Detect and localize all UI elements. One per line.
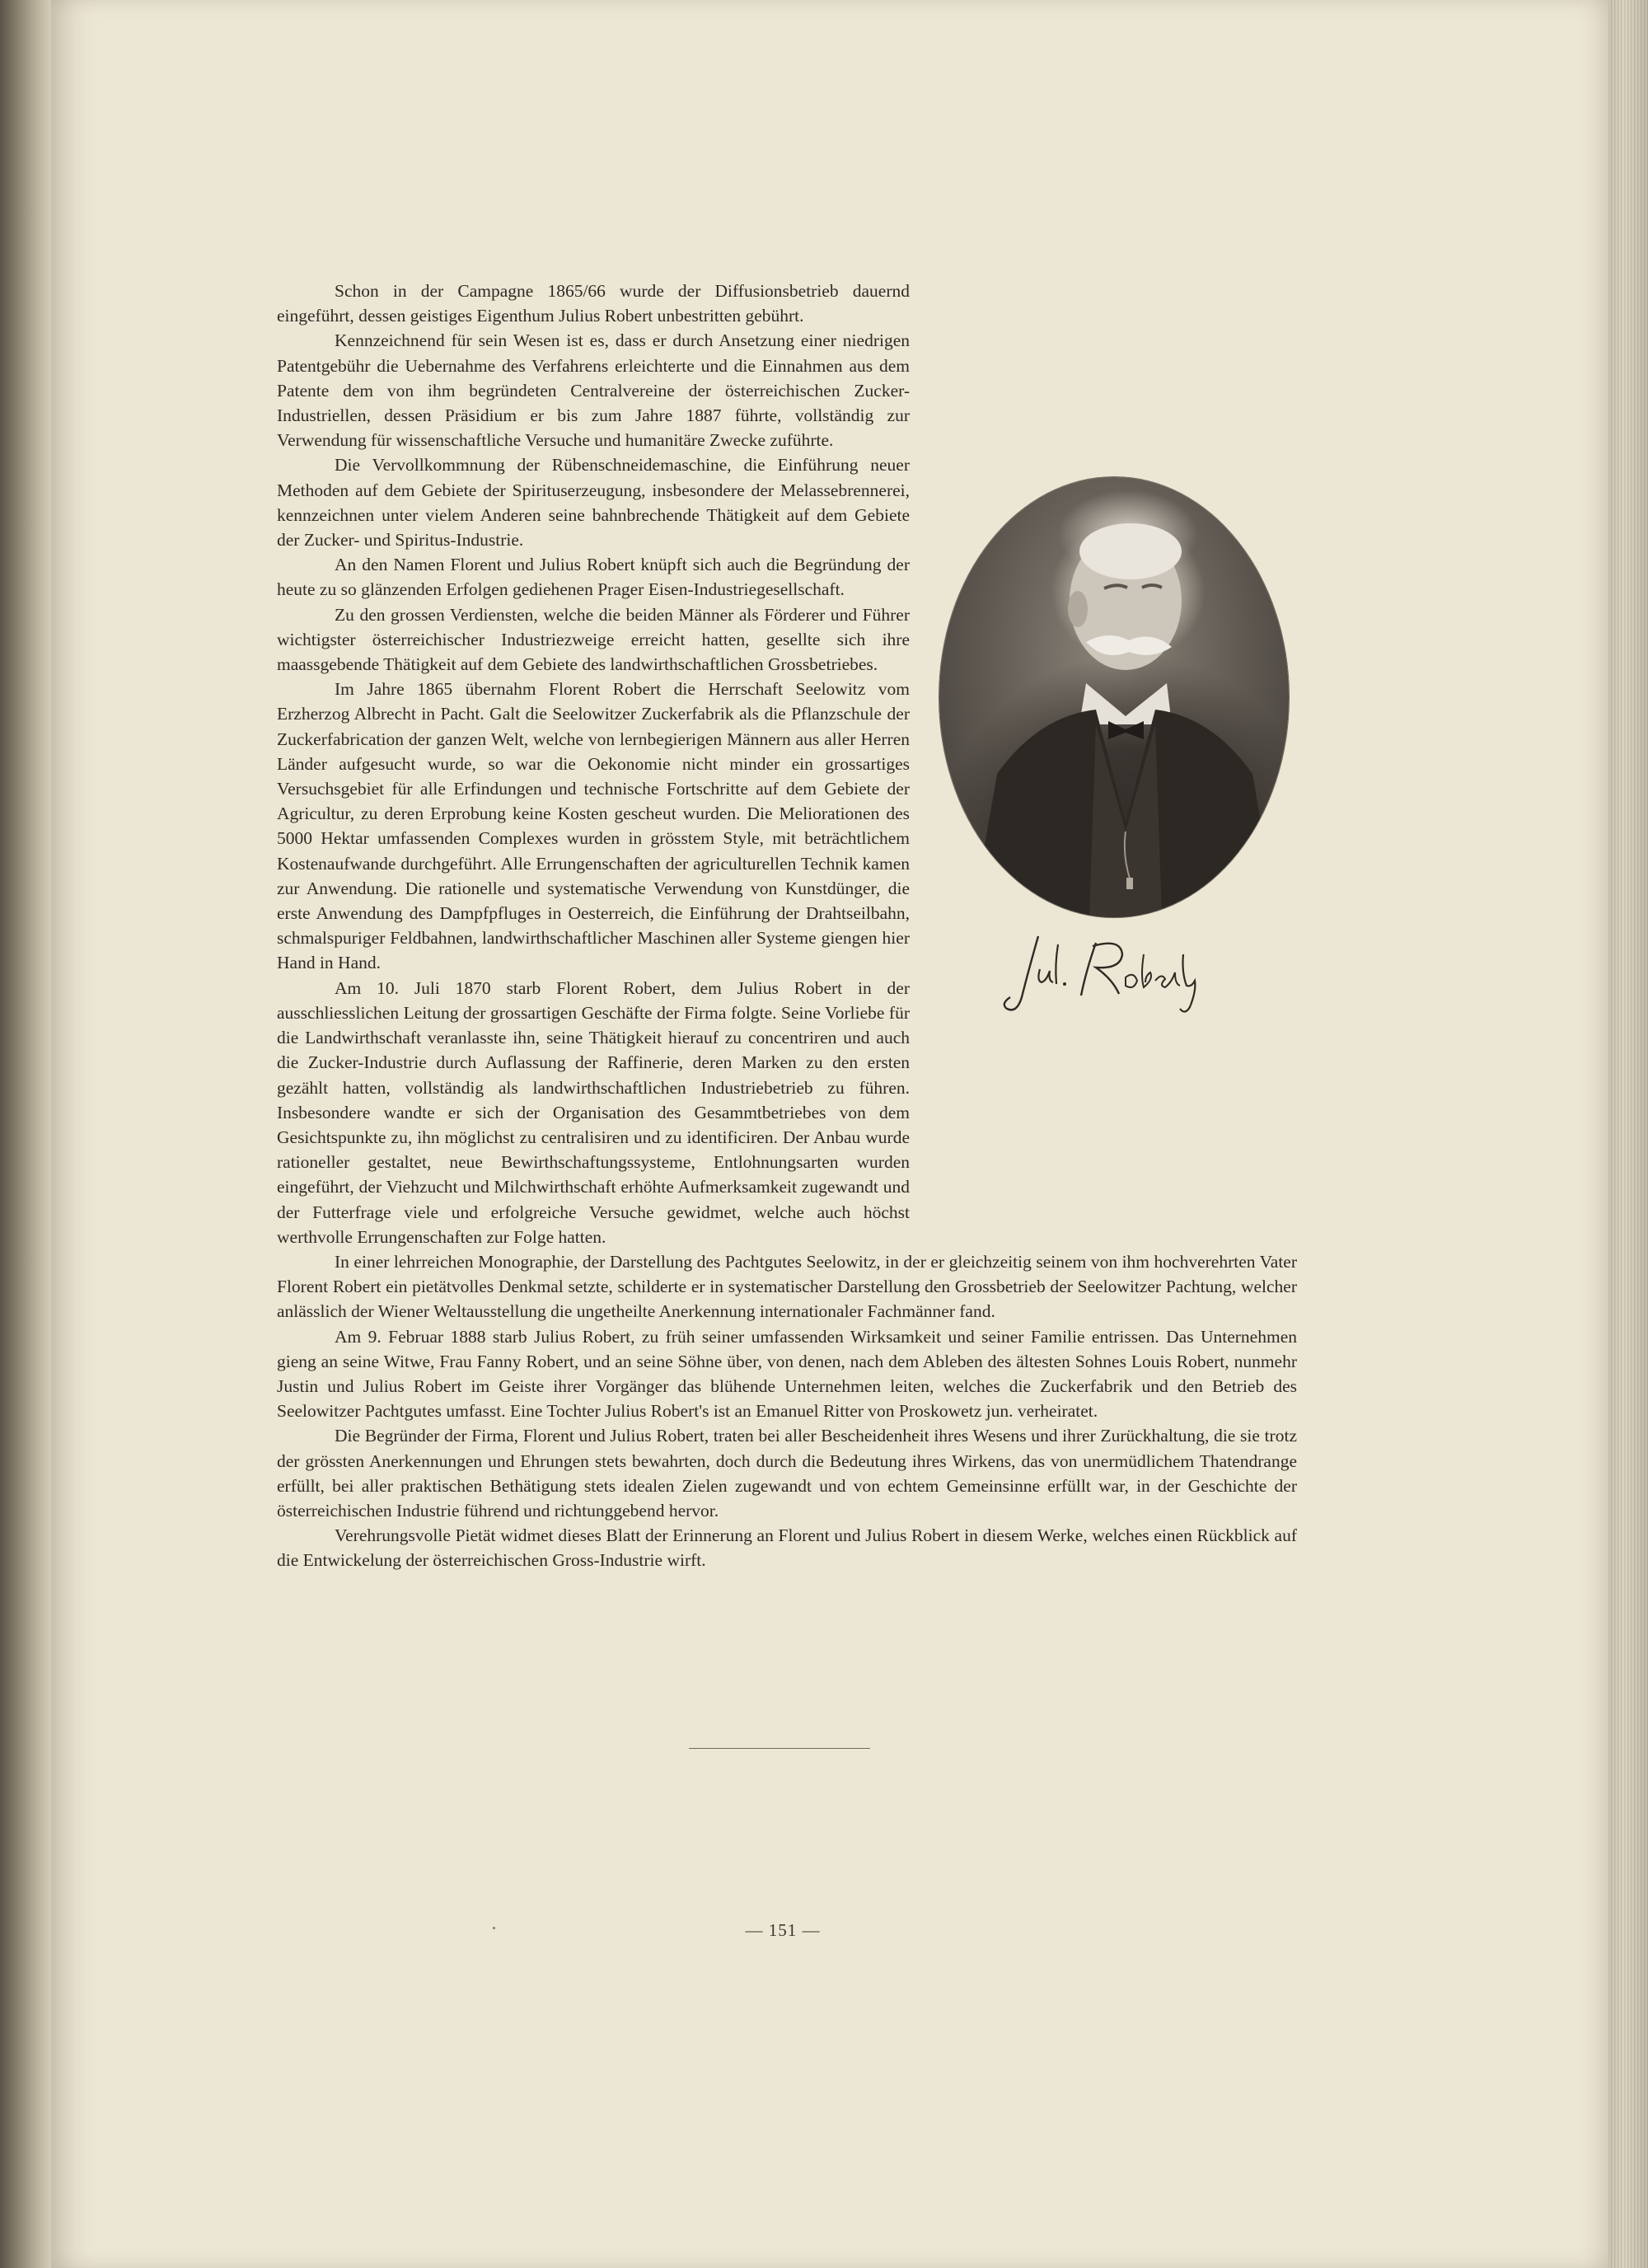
- book-spine-edge: [0, 0, 51, 2268]
- paragraph: In einer lehrreichen Monographie, der Darstellung des Pachtgutes Seelowitz, in der er gleichzeitig seinem von ihm hochverehrten Vater Florent Robert ein pietätvolles Denkmal setzte, schilderte er in systematischer Darstellung den Grossbetrieb der Seelowitzer Pachtung, welcher anlässlich der Wiener Weltausstellung die ungetheilte Anerkennung internationaler Fachmänner fand.: [277, 1251, 1297, 1322]
- paragraph: Die Begründer der Firma, Florent und Julius Robert, traten bei aller Bescheidenheit ihres Wesens und ihrer Zurückhaltung, die sie trotz der grössten Anerkennungen und Ehrungen stets bewahrten, doch durch die Bedeutung ihres Wirkens, das von unermüdlichem Thatendrange erfüllt, bei aller praktischen Bethätigung stets idealen Zielen zugewandt und von echtem Gemeinsinne erfüllt war, in der Geschichte der österreichischen Industrie führend und richtunggebend hervor.: [277, 1426, 1297, 1521]
- ink-speck: [493, 1927, 495, 1929]
- paragraph: Am 9. Februar 1888 starb Julius Robert, zu früh seiner umfassenden Wirksamkeit und seiner Familie entrissen. Das Unternehmen gieng an seine Witwe, Frau Fanny Robert, und an seine Söhne über, von denen, nach dem Ableben des ältesten Sohnes Louis Robert, nunmehr Justin und Julius Robert im Geiste ihrer Vorgänger das blühende Unternehmen leiten, welches die Zuckerfabrik und den Betrieb des Seelowitzer Pachtgutes umfasst. Eine Tochter Julius Robert's ist an Emanuel Ritter von Proskowetz jun. verheiratet.: [277, 1326, 1297, 1422]
- portrait-photo: [939, 477, 1289, 917]
- signature-jul-robert: [989, 921, 1236, 1020]
- paragraph: An den Namen Florent und Julius Robert knüpft sich auch die Begründung der heute zu so glänzenden Erfolgen gediehenen Prager Eisen-Industriegesellschaft.: [277, 555, 910, 600]
- page-number: — 151 —: [745, 1920, 821, 1940]
- paragraph: Am 10. Juli 1870 starb Florent Robert, dem Julius Robert in der ausschliesslichen Leitung der grossartigen Geschäfte der Firma folgte. Seine Vorliebe für die Landwirthschaft veranlasste ihn, seine Thätigkeit hierauf zu concentriren und auch die Zucker-Industrie durch Auflassung der Raffinerie, deren Marken zu den ersten gezählt hatten, vollständig als landwirthschaftlichen Industriebetrieb zu führen. Insbesondere wandte er sich der Organisation des Gesammtbetriebes von dem Gesichtspunkte zu, ihn möglichst zu centralisiren und zu identificiren. Der Anbau wurde rationeller gestaltet, neue Bewirthschaftungssysteme, Entlohnungsarten wurden eingeführt, der Viehzucht und Milchwirthschaft erhöhte Aufmerksamkeit zugewandt und der Futterfrage viele und erfolgreiche Versuche gewidmet, welche auch höchst werthvolle Errungenschaften zur Folge hatten.: [277, 977, 910, 1247]
- paragraph: Im Jahre 1865 übernahm Florent Robert die Herrschaft Seelowitz vom Erzherzog Albrecht in Pacht. Galt die Seelowitzer Zuckerfabrik als die Pflanzschule der Zuckerfabrication der ganzen Welt, welche von lernbegierigen Männern aus aller Herren Länder aufgesucht wurde, so war die Oekonomie nicht minder ein grossartiges Versuchsgebiet für alle Erfindungen und technische Fortschritte auf dem Gebiete der Agricultur, zu deren Erprobung keine Kosten gescheut wurden. Die Meliorationen des 5000 Hektar umfassenden Complexes wurden in grösstem Style, mit beträchtlichem Kostenaufwande durchgeführt. Alle Errungenschaften der agriculturellen Technik kamen zur Anwendung. Die rationelle und systematische Verwendung von Kunstdünger, die erste Anwendung des Dampfpfluges in Oesterreich, die Einführung der Drahtseilbahn, schmalspuriger Feldbahnen, landwirthschaftlicher Maschinen aller Systeme giengen hier Hand in Hand.: [277, 679, 910, 973]
- portrait-figure-drawing: [939, 477, 1289, 917]
- paragraph: Verehrungsvolle Pietät widmet dieses Blatt der Erinnerung an Florent und Julius Robert in diesem Werke, welches einen Rückblick auf die Entwickelung der österreichischen Gross-Industrie wirft.: [277, 1525, 1297, 1571]
- paragraph: Die Vervollkommnung der Rübenschneidemaschine, die Einführung neuer Methoden auf dem Gebiete der Spirituserzeugung, insbesondere der Melassebrennerei, kennzeichnen unter vielem Anderen seine bahnbrechende Thätigkeit auf dem Gebiete der Zucker- und Spiritus-Industrie.: [277, 455, 910, 551]
- paragraph: Zu den grossen Verdiensten, welche die beiden Männer als Förderer und Führer wichtigster österreichischer Industriezweige erreicht hatten, gesellte sich ihre maassgebende Thätigkeit auf dem Gebiete des landwirthschaftlichen Grossbetriebes.: [277, 604, 910, 675]
- paragraph: Schon in der Campagne 1865/66 wurde der Diffusionsbetrieb dauernd eingeführt, dessen geistiges Eigenthum Julius Robert unbestritten gebührt.: [277, 281, 910, 326]
- section-divider: [689, 1748, 870, 1749]
- page-fore-edge: [1608, 0, 1648, 2268]
- paragraph: Kennzeichnend für sein Wesen ist es, dass er durch Ansetzung einer niedrigen Patentgebühr die Uebernahme des Verfahrens erleichterte und die Einnahmen aus dem Patente dem von ihm begründeten Centralvereine der österreichischen Zucker-Industriellen, dessen Präsidium er bis zum Jahre 1887 führte, vollständig zur Verwendung für wissenschaftliche Versuche und humanitäre Zwecke zuführte.: [277, 330, 910, 451]
